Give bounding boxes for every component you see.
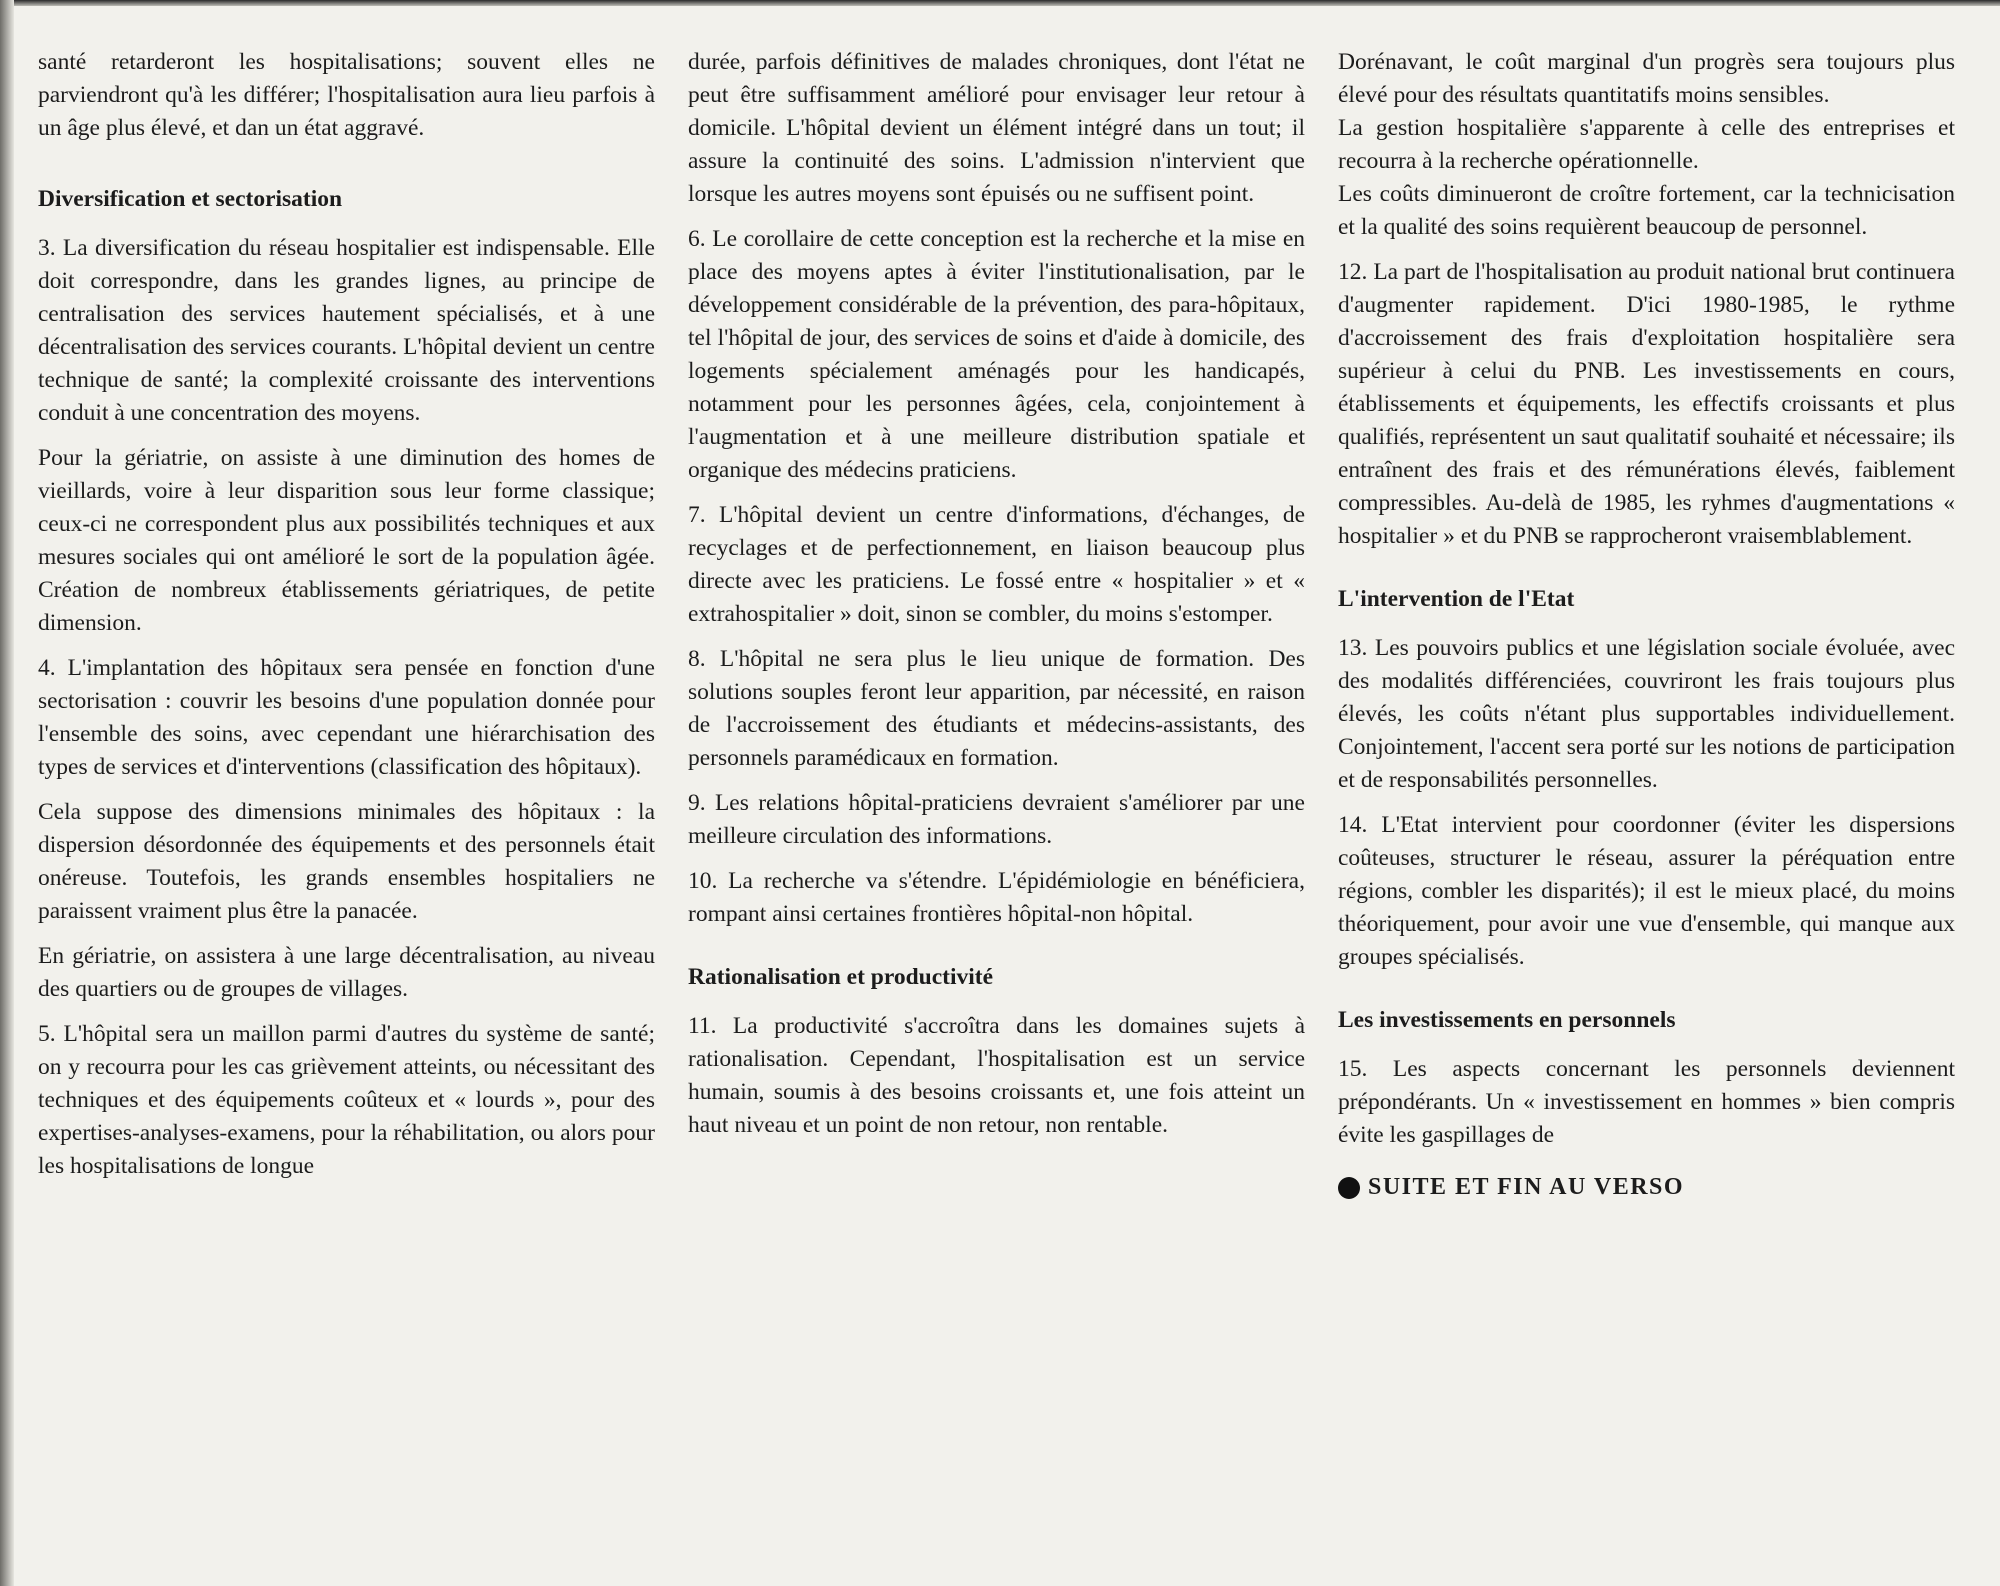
paragraph: 4. L'implantation des hôpitaux sera pensée en fonction d'une sectorisation : couvrir les besoins d'une population donnée pour l'ensemble des soins, avec cependant une hiérarchisation des types de services et d'interventions (classification des hôpitaux).: [38, 655, 655, 780]
paragraph: durée, parfois définitives de malades chroniques, dont l'état ne peut être suffisamment amélioré pour envisager leur retour à domicile. L'hôpital devient un élément intégré dans un tout; il assure la continuité des soins. L'admission n'intervient que lorsque les autres moyens sont épuisés ou ne suffisent point.: [688, 49, 1305, 207]
paragraph: Cela suppose des dimensions minimales des hôpitaux : la dispersion désordonnée des équipements et des personnels était onéreuse. Toutefois, les grands ensembles hospitaliers ne paraissent vraiment plus être la panacée.: [38, 799, 655, 924]
paragraph: 3. La diversification du réseau hospitalier est indispensable. Elle doit correspondre, dans les grandes lignes, au principe de centralisation des services hautement spécialisés, et à une décentralisation des services courants. L'hôpital devient un centre technique de santé; la complexité croissante des interventions conduit à une concentration des moyens.: [38, 235, 655, 426]
paragraph: 7. L'hôpital devient un centre d'informations, d'échanges, de recyclages et de perfectionnement, en liaison beaucoup plus directe avec les praticiens. Le fossé entre « hospitalier » et « extrahospitalier » doit, sinon se combler, du moins s'estomper.: [688, 502, 1305, 627]
paragraph: 15. Les aspects concernant les personnels deviennent prépondérants. Un « investissement en hommes » bien compris évite les gaspillages de: [1338, 1056, 1955, 1148]
paragraph: 12. La part de l'hospitalisation au produit national brut continuera d'augmenter rapidement. D'ici 1980-1985, le rythme d'accroissement des frais d'exploitation hospitalière sera supérieur à celui du PNB. Les investissements en cours, établissements et équipements, les effectifs croissants et plus qualifiés, représentent un saut qualitatif souhaité et nécessaire; ils entraînent des frais et des rémunérations élevés, faiblement compressibles. Au-delà de 1985, les ryhmes d'augmentations « hospitalier » et du PNB se rapprocheront vraisemblablement.: [1338, 259, 1955, 549]
scan-edge-left: [0, 0, 14, 1586]
section-heading: Les investissements en personnels: [1338, 1007, 1676, 1033]
paragraph: 10. La recherche va s'étendre. L'épidémiologie en bénéficiera, rompant ainsi certaines frontières hôpital-non hôpital.: [688, 868, 1305, 927]
paragraph: Les coûts diminueront de croître fortement, car la technicisation et la qualité des soins requièrent beaucoup de personnel.: [1338, 181, 1955, 240]
paragraph: 8. L'hôpital ne sera plus le lieu unique de formation. Des solutions souples feront leur apparition, par nécessité, en raison de l'accroissement des étudiants et médecins-assistants, des personnels paramédicaux en formation.: [688, 646, 1305, 771]
document-page: [38, 46, 1958, 1566]
paragraph: En gériatrie, on assistera à une large décentralisation, au niveau des quartiers ou de groupes de villages.: [38, 943, 655, 1002]
paragraph: 6. Le corollaire de cette conception est la recherche et la mise en place des moyens aptes à éviter l'institutionalisation, par le développement considérable de la prévention, des para-hôpitaux, tel l'hôpital de jour, des services de soins et d'aide à domicile, des logements spécialement aménagés pour les handicapés, notamment pour les personnes âgées, cela, conjointement à l'augmentation et à une meilleure distribution spatiale et organique des médecins praticiens.: [688, 226, 1305, 483]
paragraph: santé retarderont les hospitalisations; souvent elles ne parviendront qu'à les différer; l'hospitalisation aura lieu parfois à un âge plus élevé, et dan un état aggravé.: [38, 49, 655, 141]
paragraph: 5. L'hôpital sera un maillon parmi d'autres du système de santé; on y recourra pour les cas grièvement atteints, ou nécessitant des techniques et des équipements coûteux et « lourds », pour des expertises-analyses-examens, pour la réhabilitation, ou alors pour les hospitalisations de longue: [38, 1021, 655, 1179]
continued-notice-text: SUITE ET FIN AU VERSO: [1368, 1174, 1685, 1200]
section-heading: L'intervention de l'Etat: [1338, 586, 1575, 612]
paragraph: 9. Les relations hôpital-praticiens devraient s'améliorer par une meilleure circulation des informations.: [688, 790, 1305, 849]
paragraph: 11. La productivité s'accroîtra dans les domaines sujets à rationalisation. Cependant, l'hospitalisation est un service humain, soumis à des besoins croissants et, une fois atteint un haut niveau et un point de non retour, non rentable.: [688, 1013, 1305, 1138]
section-heading: Rationalisation et productivité: [688, 964, 994, 990]
continued-notice: [1338, 1174, 1955, 1201]
paragraph: Pour la gériatrie, on assiste à une diminution des homes de vieillards, voire à leur disparition sous leur forme classique; ceux-ci ne correspondent plus aux possibilités techniques et aux mesures sociales qui ont amélioré le sort de la population âgée. Création de nombreux établissements gériatriques, de petite dimension.: [38, 445, 655, 636]
paragraph: La gestion hospitalière s'apparente à celle des entreprises et recourra à la recherche opérationnelle.: [1338, 115, 1955, 174]
text-column-3: [1338, 46, 1955, 1566]
section-heading: Diversification et sectorisation: [38, 186, 343, 212]
paragraph: Dorénavant, le coût marginal d'un progrès sera toujours plus élevé pour des résultats quantitatifs moins sensibles.: [1338, 49, 1955, 108]
paragraph: 13. Les pouvoirs publics et une législation sociale évoluée, avec des modalités différenciées, couvriront les frais toujours plus élevés, les coûts n'étant plus supportables individuellement. Conjointement, l'accent sera porté sur les notions de participation et de responsabilités personnelles.: [1338, 635, 1955, 793]
scan-edge-top: [0, 0, 2000, 6]
text-column-1: [38, 46, 655, 1566]
black-dot-icon: [1338, 1177, 1360, 1199]
text-column-3-body: [1338, 46, 1955, 1152]
paragraph: 14. L'Etat intervient pour coordonner (éviter les dispersions coûteuses, structurer le réseau, assurer la péréquation entre régions, combler les disparités); il est le mieux placé, du moins théoriquement, pour avoir une vue d'ensemble, qui manque aux groupes spécialisés.: [1338, 812, 1955, 970]
text-column-2: [688, 46, 1305, 1566]
